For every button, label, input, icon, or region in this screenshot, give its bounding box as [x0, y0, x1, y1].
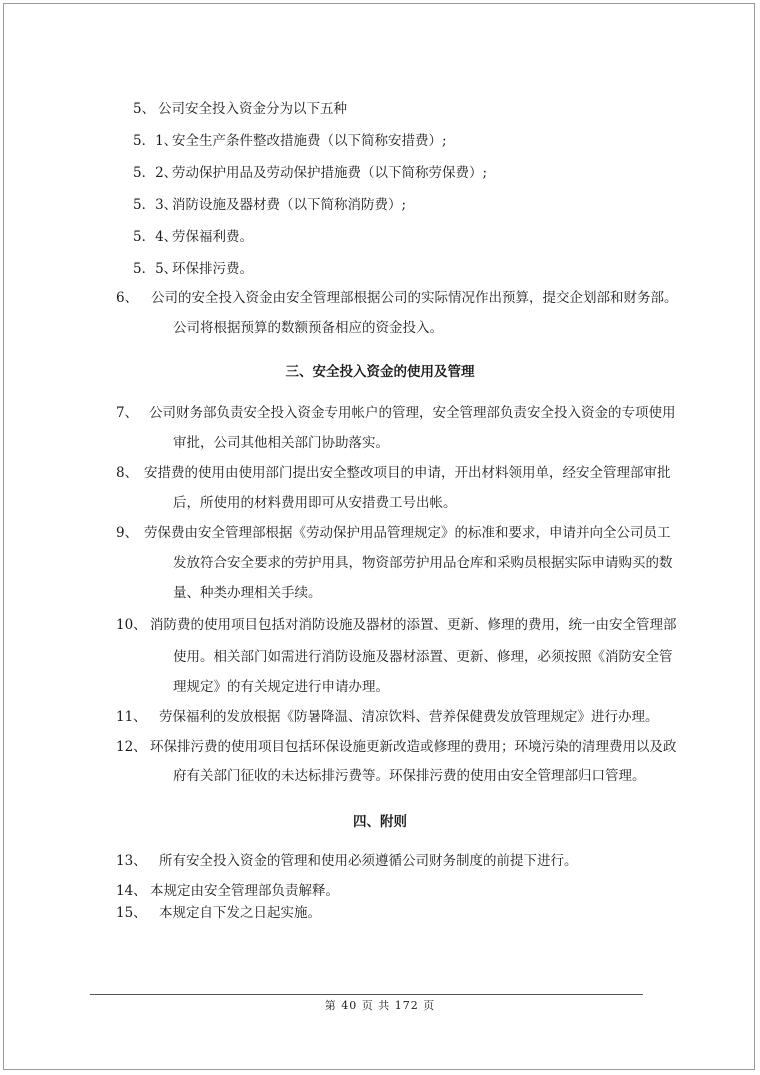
item-text: 环保排污费。: [172, 261, 253, 277]
footer-rule: [90, 994, 643, 995]
item-number: 11、: [116, 709, 147, 725]
item-text: 公司将根据预算的数额预备相应的资金投入。: [173, 320, 443, 336]
item-text: 安全生产条件整改措施费（以下简称安措费）;: [172, 133, 447, 149]
item-text: 发放符合安全要求的劳护用具，物资部劳护用品仓库和采购员根据实际申请购买的数: [173, 555, 673, 571]
page-number: 第 40 页 共 172 页: [324, 999, 436, 1012]
item-text: 劳保福利费。: [172, 229, 253, 245]
item-number: 10、: [116, 617, 147, 633]
item-text: 劳保福利的发放根据《防暑降温、清凉饮料、营养保健费发放管理规定》进行办理。: [159, 709, 659, 725]
item-text: 公司财务部负责安全投入资金专用帐户的管理，安全管理部负责安全投入资金的专项使用: [149, 405, 676, 421]
item-number: 12、: [116, 739, 147, 755]
item-text: 本规定由安全管理部负责解释。: [150, 883, 339, 899]
item-text: 劳动保护用品及劳动保护措施费（以下简称劳保费）;: [172, 165, 488, 181]
item-number: 6、: [116, 290, 139, 306]
item-text: 使用。相关部门如需进行消防设施及器材添置、更新、修理，必须按照《消防安全管: [173, 649, 673, 665]
item-text: 府有关部门征收的未达标排污费等。环保排污费的使用由安全管理部归口管理。: [173, 768, 646, 784]
item-text: 本规定自下发之日起实施。: [159, 905, 321, 921]
item-text: 劳保费由安全管理部根据《劳动保护用品管理规定》的标准和要求，申请并向全公司员工: [144, 525, 671, 541]
item-number: 5．3、: [133, 197, 178, 213]
item-number: 14、: [116, 883, 147, 899]
item-number: 9、: [116, 525, 139, 541]
item-number: 15、: [116, 905, 147, 921]
item-number: 5、: [133, 101, 156, 117]
item-number: 5．4、: [133, 229, 178, 245]
item-text: 理规定》的有关规定进行申请办理。: [173, 679, 389, 695]
item-text: 公司安全投入资金分为以下五种: [158, 101, 347, 117]
item-text: 所有安全投入资金的管理和使用必须遵循公司财务制度的前提下进行。: [159, 853, 578, 869]
item-number: 8、: [116, 465, 139, 481]
item-text: 环保排污费的使用项目包括环保设施更新改造或修理的费用；环境污染的清理费用以及政: [150, 739, 677, 755]
section-heading: 四、附则: [353, 814, 407, 830]
item-number: 5．2、: [133, 165, 178, 181]
item-text: 公司的安全投入资金由安全管理部根据公司的实际情况作出预算，提交企划部和财务部。: [151, 290, 678, 306]
item-number: 13、: [116, 853, 147, 869]
item-number: 5．1、: [133, 133, 178, 149]
section-heading: 三、安全投入资金的使用及管理: [285, 364, 475, 380]
item-text: 消防费的使用项目包括对消防设施及器材的添置、更新、修理的费用，统一由安全管理部: [150, 617, 677, 633]
item-number: 7、: [116, 405, 139, 421]
item-text: 量、种类办理相关手续。: [173, 585, 322, 601]
item-number: 5．5、: [133, 261, 178, 277]
item-text: 消防设施及器材费（以下简称消防费）;: [172, 197, 407, 213]
item-text: 审批，公司其他相关部门协助落实。: [173, 435, 389, 451]
item-text: 后，所使用的材料费用即可从安措费工号出帐。: [173, 495, 457, 511]
item-text: 安措费的使用由使用部门提出安全整改项目的申请，开出材料领用单，经安全管理部审批: [144, 465, 671, 481]
